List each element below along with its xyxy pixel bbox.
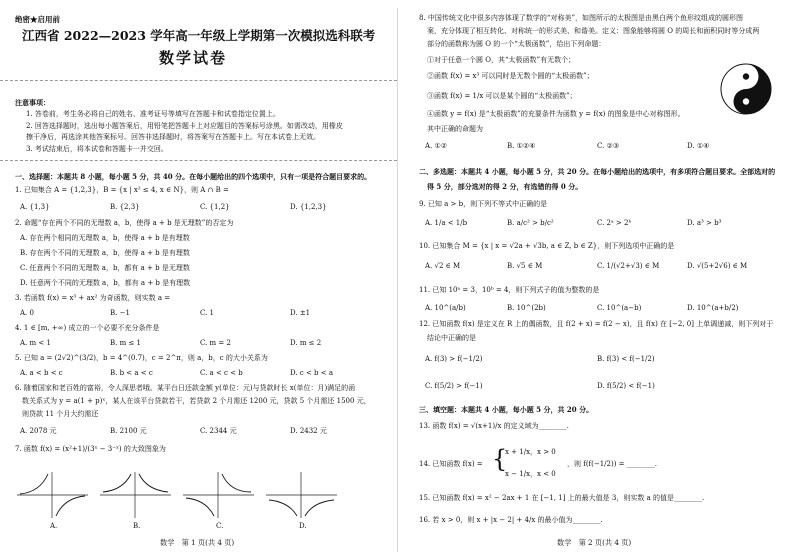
q7-label-a: A. <box>50 522 58 530</box>
q2-option-a[interactable]: A. 存在两个相同的无理数 a，b，使得 a + b 是有理数 <box>20 234 190 242</box>
q6-option-d[interactable]: D. 2432 元 <box>290 427 327 435</box>
question-5: 5. 已知 a = (2√2)^(3/2)，b = 4^(0.7)，c = 2^π，则 a，b，c 的大小关系为 <box>15 354 268 362</box>
q14-case-1: x + 1/x，x > 0 <box>505 448 556 456</box>
q12-option-b[interactable]: B. f(3) < f(−1/2) <box>597 355 655 363</box>
q9-option-d[interactable]: D. a³ > b³ <box>687 219 722 227</box>
q2-option-d[interactable]: D. 任意两个不同的无理数 a，b，都有 a + b 是有理数 <box>20 279 191 287</box>
q10-option-d[interactable]: D. √(5+2√6) ∈ M <box>687 262 748 270</box>
q5-option-b[interactable]: B. b < a < c <box>110 369 153 377</box>
question-3: 3. 若函数 f(x) = x³ + ax² 为奇函数，则实数 a = <box>15 294 171 302</box>
notice-heading: 注意事项： <box>15 98 50 107</box>
q6-option-b[interactable]: B. 2100 元 <box>110 427 147 435</box>
q2-option-c[interactable]: C. 任意两个不同的无理数 a，b，都有 a + b 是无理数 <box>20 264 190 272</box>
q9-option-c[interactable]: C. 2ᵃ > 2ᵇ <box>597 219 632 227</box>
notice-separator <box>0 80 397 82</box>
q8-option-c[interactable]: C. ②③ <box>597 142 620 150</box>
q4-option-a[interactable]: A. m < 1 <box>20 339 51 347</box>
notice-3: 3. 考试结束后，将本试卷和答题卡一并交回。 <box>26 145 168 153</box>
q12-option-a[interactable]: A. f(3) > f(−1/2) <box>425 355 483 363</box>
q7-label-b: B. <box>133 522 141 530</box>
notice-2: 2. 回答选择题时，选出每小题答案后，用铅笔把答题卡上对应题目的答案标号涂黑。如需改动，用橡皮 <box>26 122 343 130</box>
q3-option-b[interactable]: B. −1 <box>110 309 130 317</box>
q7-graph-a[interactable] <box>15 470 90 520</box>
question-14-head: 14. 已知函数 f(x) = <box>419 460 483 468</box>
page-footer-2: 数学 第 2 页(共 4 页) <box>557 538 632 547</box>
q4-option-d[interactable]: D. m ≤ 2 <box>290 339 322 347</box>
q10-option-c[interactable]: C. 1/(√2+√3) ∈ M <box>597 262 660 270</box>
q14-brace: { <box>492 445 508 473</box>
section-3-heading: 三、填空题：本题共 4 小题，每小题 5 分，共 20 分。 <box>419 405 594 414</box>
q8-prompt: 其中正确的命题为 <box>427 125 483 133</box>
q8-option-a[interactable]: A. ①② <box>425 142 448 150</box>
q9-option-b[interactable]: B. a/c² > b/c² <box>507 219 554 227</box>
q6-option-a[interactable]: A. 2078 元 <box>20 427 57 435</box>
q7-label-d: D. <box>299 522 307 530</box>
page-footer-1: 数学 第 1 页(共 4 页) <box>160 538 235 547</box>
question-6-cont-2: 则贷款 11 个月大约需还 <box>22 410 99 418</box>
q2-option-b[interactable]: B. 存在两个不同的无理数 a，b，使得 a + b 是有理数 <box>20 249 190 257</box>
q12-option-c[interactable]: C. f(5/2) > f(−1) <box>425 382 483 390</box>
q11-option-c[interactable]: C. 10^(a−b) <box>597 304 642 312</box>
notice-separator-2 <box>0 160 397 162</box>
question-1: 1. 已知集合 A = {1,2,3}，B = {x | x² ≤ 4, x ∈ N}，则 A ∩ B = <box>15 186 229 194</box>
q8-item-3: ③函数 f(x) = 1/x 可以是某个圆的“太极函数”； <box>427 92 577 100</box>
q7-graph-b[interactable] <box>98 470 173 520</box>
exam-page-2 <box>397 0 794 560</box>
q1-option-b[interactable]: B. {2,3} <box>110 203 140 211</box>
q8-option-d[interactable]: D. ①④ <box>687 142 710 150</box>
q3-option-c[interactable]: C. 1 <box>200 309 215 317</box>
q8-item-1: ①对于任意一个圆 O，其“太极函数”有无数个； <box>427 56 576 64</box>
q4-option-b[interactable]: B. m ≤ 1 <box>110 339 142 347</box>
question-8: 8. 中国传统文化中很多内容体现了数学的“对称美”，如图所示的太极图是由黑白两个鱼形纹组成的圆形图 <box>419 14 744 22</box>
question-15: 15. 已知函数 f(x) = x² − 2ax + 1 在 [−1, 1] 上的最大值是 3，则实数 a 的值是________. <box>419 494 705 502</box>
q11-option-a[interactable]: A. 10^(a/b) <box>425 304 466 312</box>
q11-option-b[interactable]: B. 10^(2b) <box>507 304 546 312</box>
secret-label: 绝密★启用前 <box>15 15 60 24</box>
q5-option-a[interactable]: A. a < b < c <box>20 369 63 377</box>
q1-option-a[interactable]: A. {1,3} <box>20 203 50 211</box>
question-8-cont-2: 部分的函数称为圆 O 的一个“太极函数”，给出下列命题： <box>427 40 606 48</box>
question-12: 12. 已知函数 f(x) 是定义在 R 上的偶函数，且 f(2 + x) = f(2 − x)，且 f(x) 在 [−2, 0] 上单调递减，则下列对于 <box>419 320 774 328</box>
q1-option-d[interactable]: D. {1,2,3} <box>290 203 327 211</box>
question-13: 13. 函数 f(x) = √(x+1)/x 的定义域为________. <box>419 422 569 430</box>
question-7: 7. 函数 f(x) = (x²+1)/(3ˣ − 3⁻ˣ) 的大致图象为 <box>15 445 166 453</box>
section-1-heading: 一、选择题：本题共 8 小题，每小题 5 分，共 40 分。在每小题给出的四个选项中，只有一项是符合题目要求的。 <box>15 172 372 181</box>
subject-title: 数学试卷 <box>159 49 228 67</box>
question-12-cont: 结论中正确的是 <box>427 334 476 342</box>
section-2-heading-cont: 得 5 分，部分选对的得 2 分，有选错的得 0 分。 <box>427 182 583 191</box>
question-2: 2. 命题“存在两个不同的无理数 a，b，使得 a + b 是无理数”的否定为 <box>15 219 234 227</box>
question-6-cont: 数关系式为 y = a(1 + p)ˣ，某人在该平台贷款若干，若贷款 2 个月需还 1200 元，贷款 5 个月需还 1500 元， <box>22 397 371 405</box>
q3-option-a[interactable]: A. 0 <box>20 309 34 317</box>
q12-option-d[interactable]: D. f(5/2) < f(−1) <box>597 382 655 390</box>
q5-option-c[interactable]: C. a < c < b <box>200 369 243 377</box>
q10-option-b[interactable]: B. √5 ∈ M <box>507 262 543 270</box>
q1-option-c[interactable]: C. {1,2} <box>200 203 230 211</box>
q4-option-c[interactable]: C. m = 2 <box>200 339 231 347</box>
question-16: 16. 若 x > 0，则 x + |x − 2| + 4/x 的最小值为________. <box>419 516 603 524</box>
question-9: 9. 已知 a > b，则下列不等式中正确的是 <box>419 200 548 208</box>
q9-option-a[interactable]: A. 1/a < 1/b <box>425 219 468 227</box>
notice-1: 1. 答卷前，考生务必将自己的姓名、准考证号等填写在答题卡和试卷指定位置上。 <box>26 110 280 118</box>
q5-option-d[interactable]: D. c < b < a <box>290 369 334 377</box>
question-8-cont: 案，充分体现了相互转化、对称统一的形式美、和谐美。定义：图象能够将圆 O 的周长和面积同时等分成两 <box>427 27 760 35</box>
q8-option-b[interactable]: B. ①②④ <box>507 142 536 150</box>
q3-option-d[interactable]: D. ±1 <box>290 309 311 317</box>
q7-graph-c[interactable] <box>181 470 256 520</box>
exam-title: 江西省 2022—2023 学年高一年级上学期第一次模拟选科联考 <box>22 28 376 43</box>
question-10: 10. 已知集合 M = {x | x = √2a + √3b, a ∈ Z, b ∈ Z}，则下列选项中正确的是 <box>419 242 675 250</box>
q11-option-d[interactable]: D. 10^(a+b/2) <box>687 304 739 312</box>
q10-option-a[interactable]: A. √2 ∈ M <box>425 262 461 270</box>
notice-2-cont: 擦干净后，再选涂其他答案标号。回答非选择题时，将答案写在答题卡上。写在本试卷上无效。 <box>26 133 320 141</box>
question-4: 4. 1 ∈ [m, +∞) 成立的一个必要不充分条件是 <box>15 324 160 332</box>
section-2-heading: 二、多选题：本题共 4 小题，每小题 5 分，共 20 分。在每小题给出的选项中，有多项符合题目要求。全部选对的 <box>419 167 776 176</box>
taiji-figure <box>719 62 773 116</box>
question-14-tail: ，则 f(f(−1/2)) = ________. <box>567 460 658 468</box>
question-6: 6. 随着国家和老百姓的富裕，令人深思者哦。某平台日还款金额 y(单位：元)与贷款时长 x(单位：月)满足的函 <box>15 384 356 392</box>
q6-option-c[interactable]: C. 2344 元 <box>200 427 237 435</box>
q8-item-4: ④函数 y = f(x) 是“太极函数”的充要条件为函数 y = f(x) 的图象是中心对称图形。 <box>427 110 685 118</box>
q7-graph-d[interactable] <box>264 470 339 520</box>
q14-case-2: x − 1/x，x < 0 <box>505 470 556 478</box>
q8-item-2: ②函数 f(x) = x³ 可以同时是无数个圆的“太极函数”； <box>427 72 594 80</box>
q7-label-c: C. <box>216 522 224 530</box>
question-11: 11. 已知 10ᵃ = 3，10ᵇ = 4，则下列式子的值为整数的是 <box>419 286 600 294</box>
